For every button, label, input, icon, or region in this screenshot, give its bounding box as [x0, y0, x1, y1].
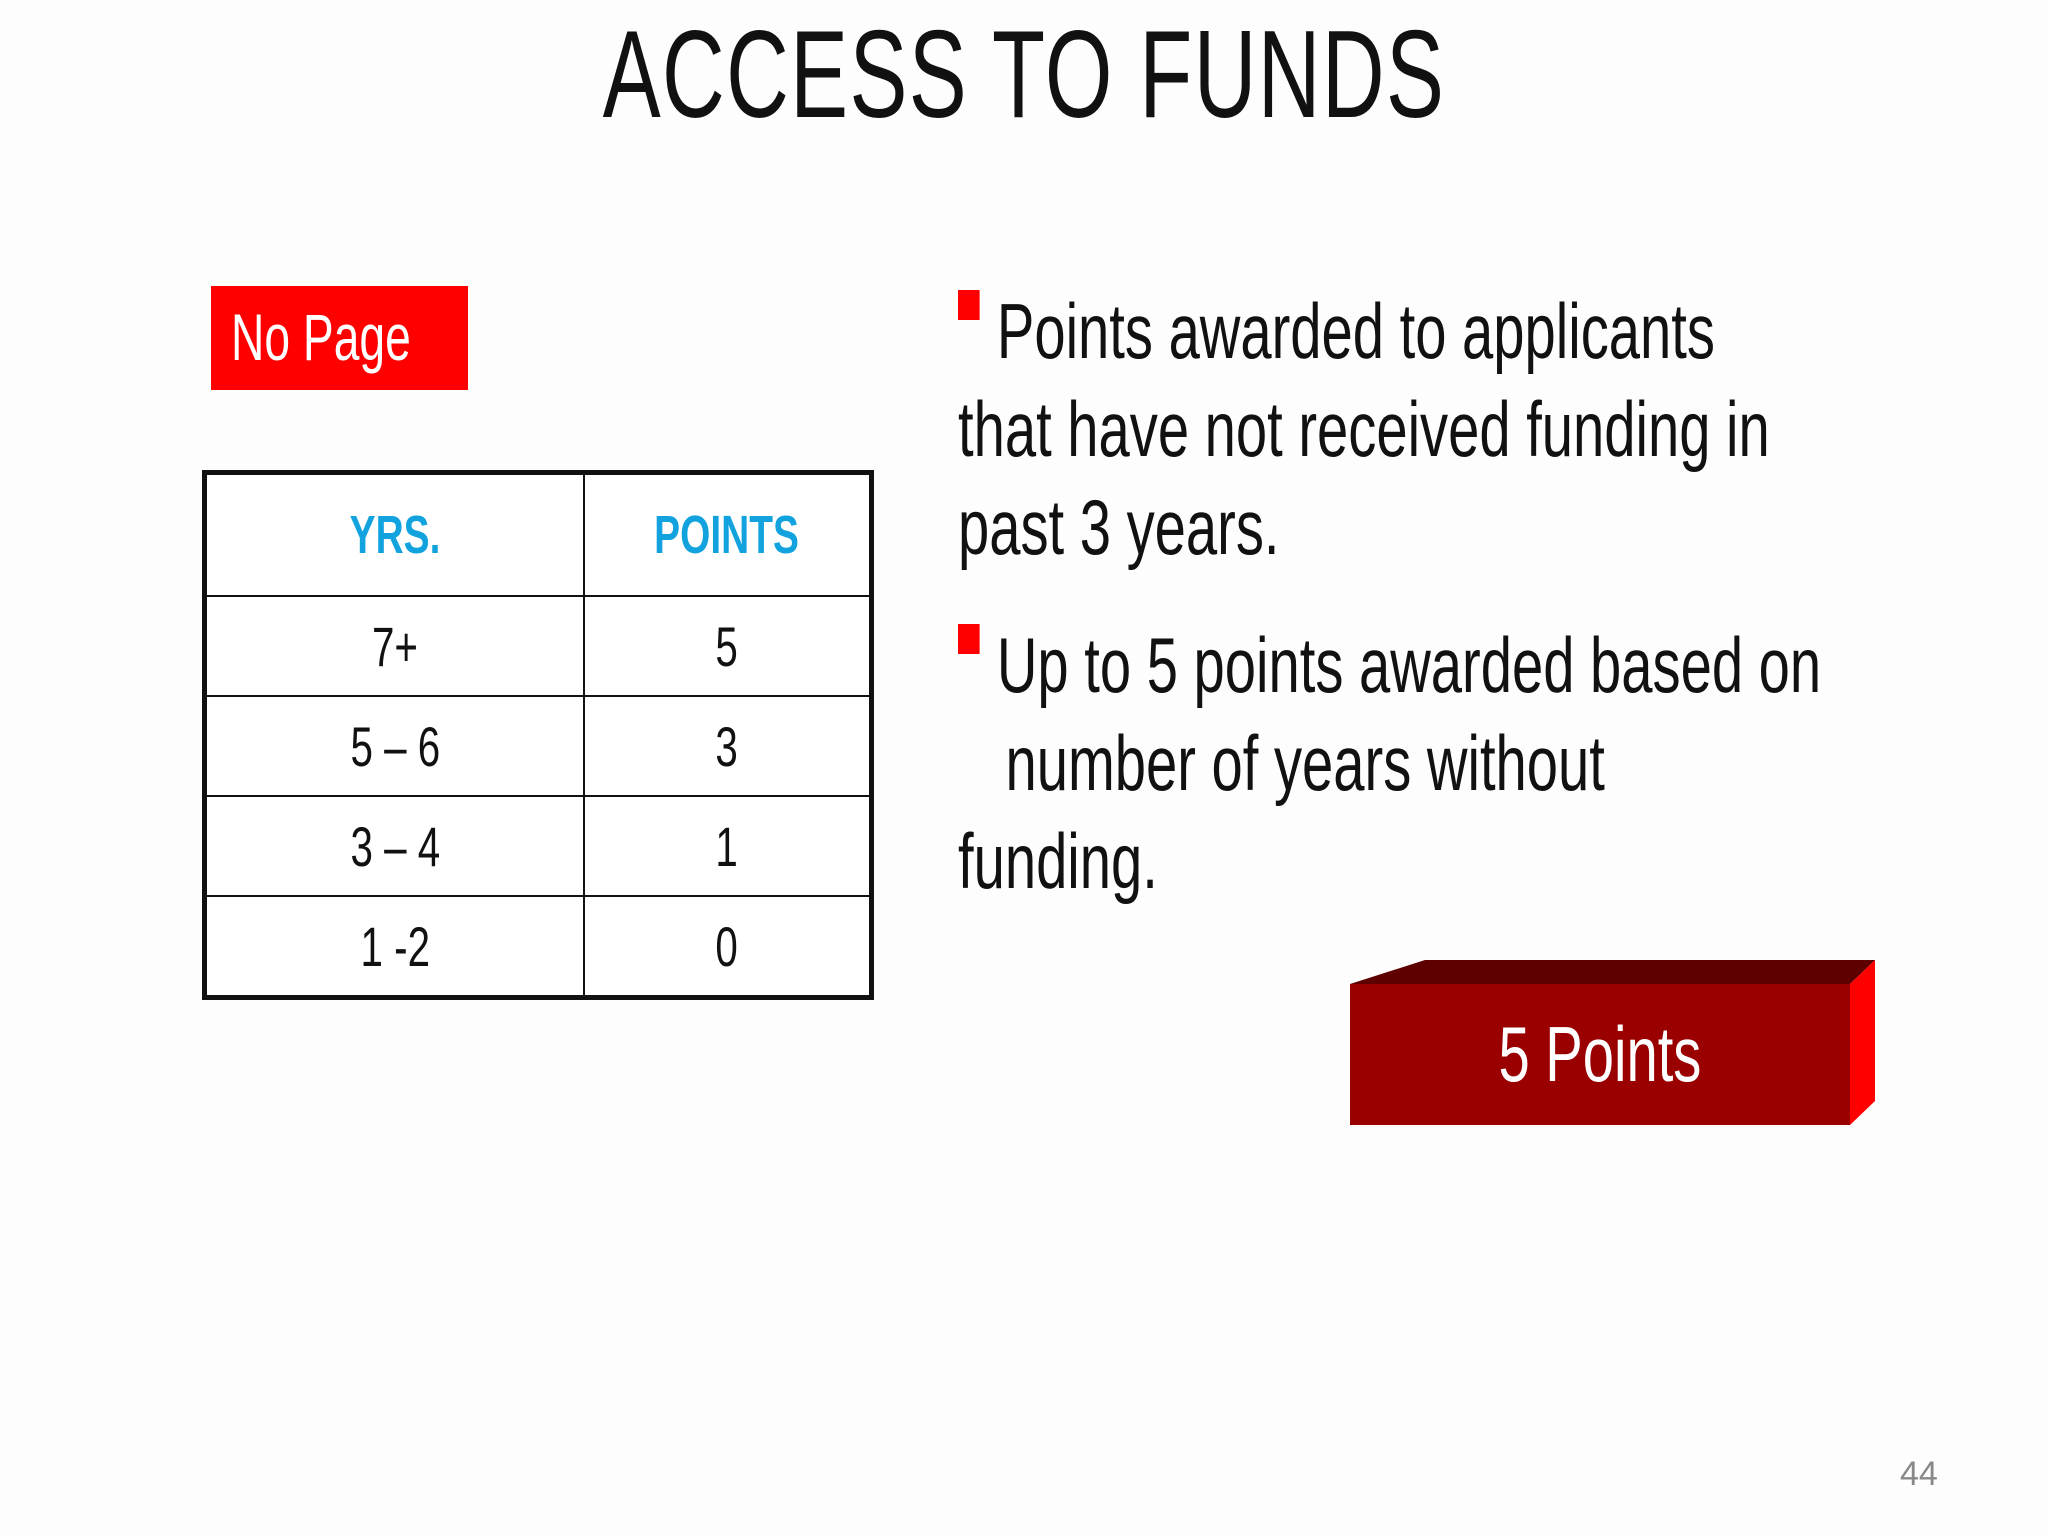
- table-cell-points: [584, 696, 872, 796]
- page-number: 44: [1900, 1455, 1938, 1493]
- bullet-line: that have not received funding in: [958, 385, 1770, 473]
- table-cell-points: [584, 596, 872, 696]
- table-row: [205, 696, 872, 796]
- bullet-line: past 3 years.: [958, 483, 1280, 571]
- points-box-text: 5 Points: [1498, 1010, 1702, 1098]
- table-cell-text: 5: [715, 614, 739, 678]
- table-cell-years: [205, 696, 584, 796]
- table-cell-text: 5 – 6: [350, 714, 440, 778]
- table-row: [205, 796, 872, 896]
- table-header-years-text: YRS.: [349, 505, 441, 565]
- table-cell-years: [205, 896, 584, 998]
- square-bullet-icon: [958, 624, 980, 654]
- bullet-item: [958, 616, 1966, 910]
- bullet-line: number of years without: [1005, 719, 1605, 807]
- table-header-row: [205, 473, 872, 597]
- table-header-points: [584, 473, 872, 597]
- table-cell-years: [205, 596, 584, 696]
- table-header-points-text: POINTS: [654, 505, 800, 565]
- table-cell-text: 3 – 4: [350, 814, 440, 878]
- table-row: [205, 596, 872, 696]
- no-page-label: No Page: [231, 300, 411, 374]
- table-header-years: [205, 473, 584, 597]
- square-bullet-icon: [958, 290, 980, 320]
- table-cell-text: 7+: [372, 614, 418, 678]
- table-cell-text: 3: [715, 714, 739, 778]
- bullet-line: funding.: [958, 817, 1158, 905]
- bullet-list: [958, 282, 1966, 910]
- bullet-item: [958, 282, 1966, 576]
- table-cell-text: 1 -2: [360, 914, 430, 978]
- table-cell-years: [205, 796, 584, 896]
- table-cell-points: [584, 796, 872, 896]
- points-box-label: [1350, 1004, 1850, 1104]
- points-table: [202, 470, 874, 1000]
- table-row: [205, 896, 872, 998]
- box-side-face: [1850, 960, 1875, 1125]
- points-box: [1350, 960, 1875, 1125]
- box-top-face: [1350, 960, 1875, 984]
- bullet-line: Points awarded to applicants: [996, 287, 1715, 375]
- slide-title: ACCESS TO FUNDS: [602, 6, 1446, 144]
- table-cell-points: [584, 896, 872, 998]
- table-cell-text: 0: [715, 914, 739, 978]
- no-page-tag: [211, 286, 468, 390]
- bullet-line: Up to 5 points awarded based on: [996, 621, 1822, 709]
- table-cell-text: 1: [715, 814, 739, 878]
